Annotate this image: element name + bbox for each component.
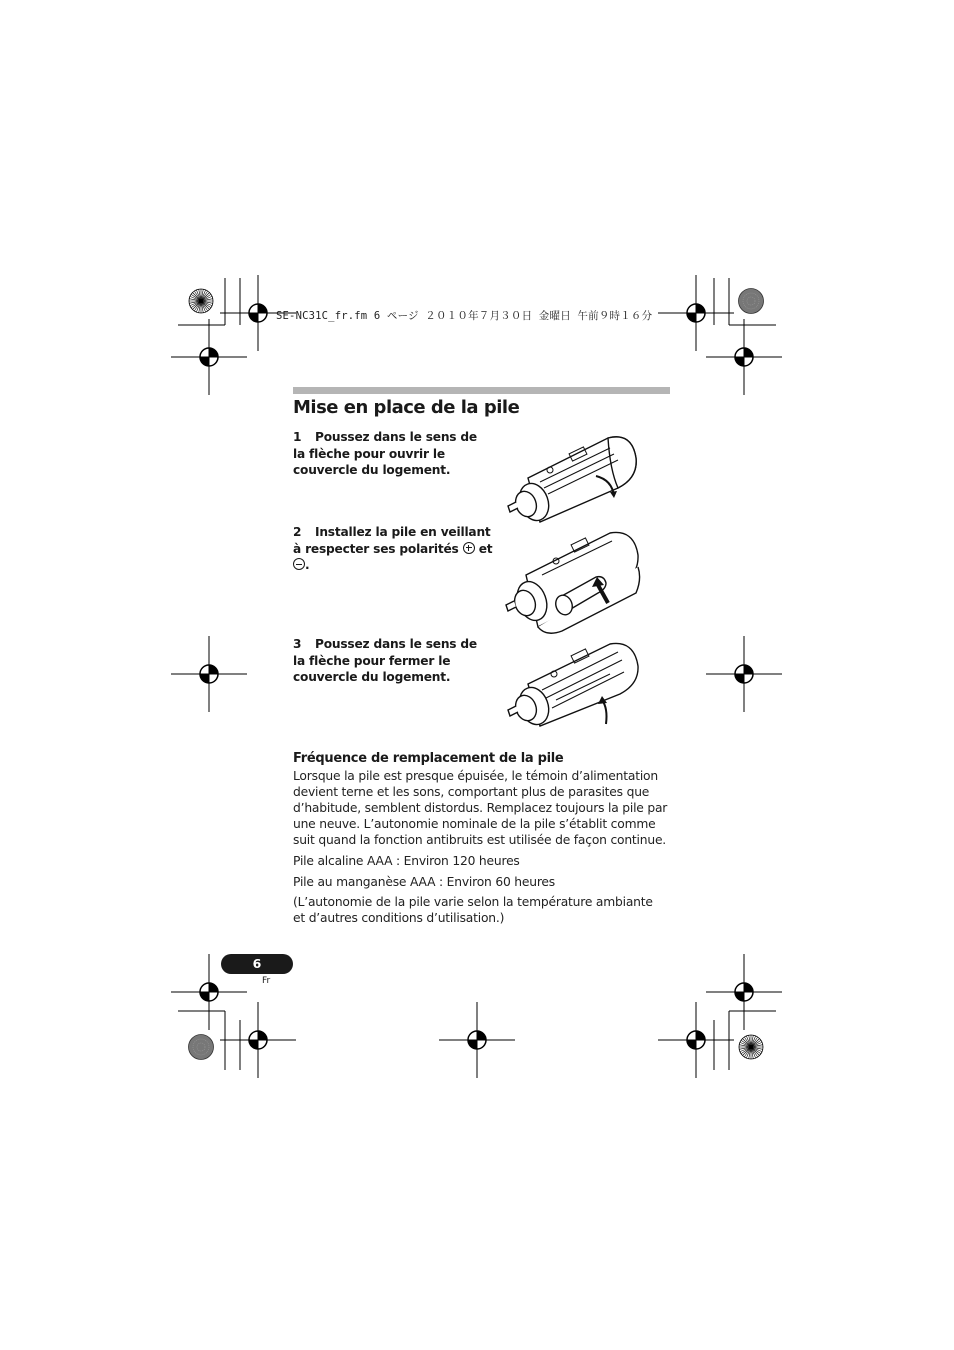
step-text: Installez la pile en veillant à respecter ses polarités: [293, 525, 491, 556]
manganese-life-text: Pile au manganèse AAA : Environ 60 heures: [293, 875, 555, 889]
step-number: 2: [293, 525, 302, 539]
device-close-cover-illustration: [500, 638, 650, 730]
step-text: Poussez dans le sens de la flèche pour ouvrir le couvercle du logement.: [293, 430, 477, 477]
step-number: 1: [293, 430, 302, 444]
replacement-paragraph: Lorsque la pile est presque épuisée, le témoin d’alimentation devient terne et les sons, comportant plus de parasites que d’habitude, semblent distordus. Remplacez toujours la pile par une neuve. L’autonomie nominale de la pile s’établit comme suit quand la fonction antibruits est utilisée de façon continue.: [293, 769, 668, 848]
replacement-heading: Fréquence de remplacement de la pile: [293, 751, 564, 766]
plus-polarity-icon: [463, 542, 475, 554]
device-open-cover-illustration: [500, 430, 650, 525]
battery-insert-illustration: [500, 527, 650, 639]
battery-life-note: (L’autonomie de la pile varie selon la température ambiante et d’autres conditions d’utilisation.): [293, 895, 653, 926]
minus-polarity-icon: [293, 558, 305, 570]
file-header-line: SE-NC31C_fr.fm 6 ページ ２０１０年７月３０日 金曜日 午前９時１６分: [276, 310, 653, 322]
alkaline-life-text: Pile alcaline AAA : Environ 120 heures: [293, 854, 520, 868]
step-text-and: et: [478, 541, 493, 556]
step-text: Poussez dans le sens de la flèche pour fermer le couvercle du logement.: [293, 637, 477, 684]
step-2: [293, 524, 493, 574]
step-3: [293, 636, 488, 686]
step-number: 3: [293, 637, 302, 651]
section-title: Mise en place de la pile: [293, 397, 520, 418]
section-rule: [293, 387, 670, 394]
step-text-end: .: [305, 558, 310, 572]
page-number-badge: 6: [221, 954, 293, 974]
step-1: [293, 429, 488, 479]
language-code: Fr: [262, 976, 271, 986]
